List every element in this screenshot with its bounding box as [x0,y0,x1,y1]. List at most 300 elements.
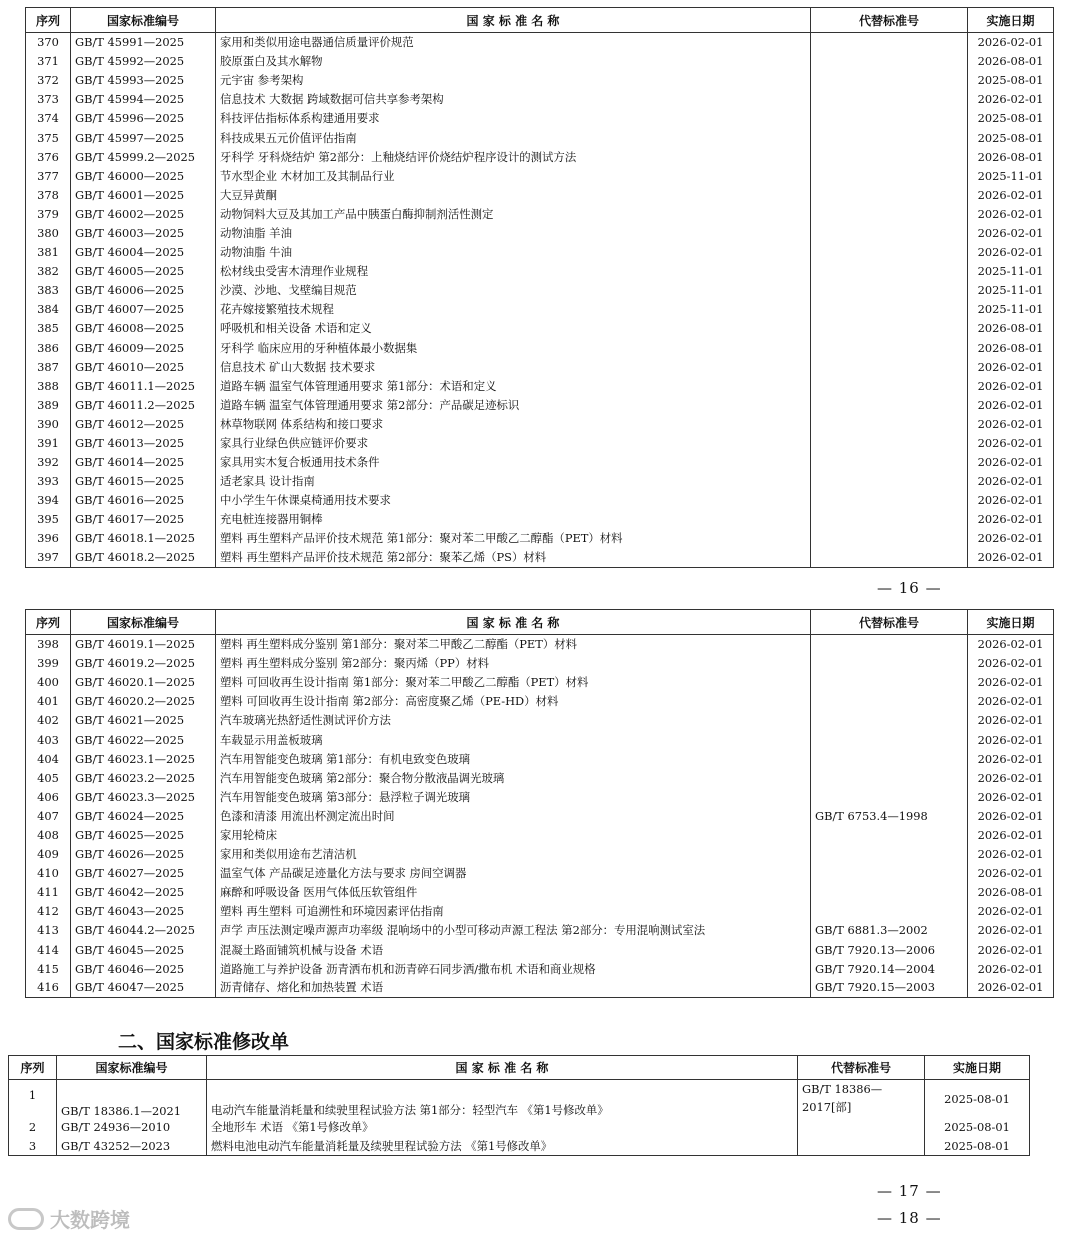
cell-name: 牙科学 临床应用的牙种植体最小数据集 [216,338,811,357]
cell-date: 2025-08-01 [968,109,1054,128]
cell-name: 花卉嫁接繁殖技术规程 [216,300,811,319]
cell-seq: 378 [26,185,71,204]
cell-name: 全地形车 术语 《第1号修改单》 [207,1118,798,1137]
header-name: 国 家 标 准 名 称 [216,610,811,635]
table-row [26,673,1054,692]
cell-replace [811,787,968,806]
cell-replace [811,338,968,357]
cell-code: GB/T 46005—2025 [71,262,216,281]
table-row [26,319,1054,338]
cell-seq: 392 [26,453,71,472]
table-row [26,243,1054,262]
header-date: 实施日期 [925,1056,1030,1080]
page-number-18: — 18 — [877,1209,942,1227]
cell-date: 2026-02-01 [968,978,1054,997]
cell-code: GB/T 46046—2025 [71,959,216,978]
standards-table-page17 [25,609,1054,998]
cell-name: 汽车用智能变色玻璃 第2部分：聚合物分散液晶调光玻璃 [216,768,811,787]
cell-seq: 402 [26,711,71,730]
cell-name: 信息技术 大数据 跨域数据可信共享参考架构 [216,90,811,109]
cell-replace [811,414,968,433]
cell-name: 家用和类似用途布艺清洁机 [216,845,811,864]
header-date: 实施日期 [968,8,1054,33]
header-name: 国 家 标 准 名 称 [216,8,811,33]
cell-replace [811,395,968,414]
cell-replace [811,825,968,844]
cell-name: 塑料 再生塑料成分鉴别 第2部分：聚丙烯（PP）材料 [216,654,811,673]
watermark-text: 大数跨境 [50,1208,130,1232]
cell-name: 车载显示用盖板玻璃 [216,730,811,749]
cell-seq: 384 [26,300,71,319]
cell-replace [811,749,968,768]
cell-date: 2025-11-01 [968,262,1054,281]
cell-replace [811,529,968,548]
cell-code: GB/T 45999.2—2025 [71,147,216,166]
cell-seq: 409 [26,845,71,864]
cell-code: GB/T 46010—2025 [71,357,216,376]
cell-seq: 396 [26,529,71,548]
watermark-logo-icon [8,1208,44,1230]
cell-date: 2026-02-01 [968,940,1054,959]
cell-seq: 413 [26,921,71,940]
cell-replace [811,300,968,319]
cell-date: 2026-02-01 [968,806,1054,825]
cell-seq: 385 [26,319,71,338]
cell-replace [811,281,968,300]
cell-seq: 410 [26,864,71,883]
cell-code: GB/T 46007—2025 [71,300,216,319]
header-replace: 代替标准号 [811,610,968,635]
table-row [9,1080,1030,1118]
table-row [26,52,1054,71]
cell-date: 2026-02-01 [968,921,1054,940]
cell-name: 元宇宙 参考架构 [216,71,811,90]
header-replace: 代替标准号 [811,8,968,33]
table-row [26,768,1054,787]
cell-code: GB/T 45994—2025 [71,90,216,109]
cell-seq: 376 [26,147,71,166]
cell-date: 2026-02-01 [968,414,1054,433]
cell-replace [811,357,968,376]
cell-code: GB/T 46001—2025 [71,185,216,204]
cell-replace [798,1137,925,1156]
table-row [26,730,1054,749]
cell-seq: 375 [26,128,71,147]
cell-seq: 382 [26,262,71,281]
cell-seq: 394 [26,491,71,510]
cell-date: 2026-02-01 [968,33,1054,52]
cell-seq: 391 [26,433,71,452]
table-row [26,902,1054,921]
cell-replace [811,243,968,262]
cell-date: 2025-08-01 [925,1118,1030,1137]
cell-date: 2026-08-01 [968,52,1054,71]
cell-code: GB/T 46006—2025 [71,281,216,300]
cell-date: 2026-02-01 [968,654,1054,673]
cell-name: 汽车玻璃光热舒适性测试评价方法 [216,711,811,730]
cell-replace [811,166,968,185]
header-seq: 序列 [26,8,71,33]
cell-replace [811,711,968,730]
cell-seq: 408 [26,825,71,844]
cell-seq: 1 [9,1080,57,1118]
cell-seq: 388 [26,376,71,395]
cell-code: GB/T 46009—2025 [71,338,216,357]
cell-date: 2026-02-01 [968,90,1054,109]
cell-name: 汽车用智能变色玻璃 第3部分：悬浮粒子调光玻璃 [216,787,811,806]
cell-code: GB/T 46008—2025 [71,319,216,338]
cell-name: 塑料 可回收再生设计指南 第2部分：高密度聚乙烯（PE-HD）材料 [216,692,811,711]
cell-date: 2026-02-01 [968,204,1054,223]
cell-seq: 383 [26,281,71,300]
cell-date: 2025-11-01 [968,166,1054,185]
cell-date: 2026-02-01 [968,357,1054,376]
cell-date: 2026-02-01 [968,825,1054,844]
table-row [26,414,1054,433]
cell-seq: 380 [26,223,71,242]
cell-name: 动物油脂 牛油 [216,243,811,262]
cell-replace [811,33,968,52]
cell-replace [811,262,968,281]
cell-code: GB/T 46012—2025 [71,414,216,433]
table-row [26,529,1054,548]
cell-code: GB/T 46015—2025 [71,472,216,491]
cell-seq: 400 [26,673,71,692]
cell-date: 2026-02-01 [968,730,1054,749]
table-row [26,472,1054,491]
table-row [26,166,1054,185]
cell-code: GB/T 46025—2025 [71,825,216,844]
cell-replace [811,864,968,883]
cell-code: GB/T 46026—2025 [71,845,216,864]
cell-code: GB/T 45996—2025 [71,109,216,128]
cell-code: GB/T 46043—2025 [71,902,216,921]
cell-date: 2026-02-01 [968,395,1054,414]
cell-replace [811,453,968,472]
cell-seq: 379 [26,204,71,223]
cell-date: 2025-08-01 [968,128,1054,147]
cell-date: 2026-02-01 [968,902,1054,921]
cell-replace: GB/T 6753.4—1998 [811,806,968,825]
table-row [26,109,1054,128]
cell-replace [811,52,968,71]
table-row [26,357,1054,376]
cell-date: 2025-08-01 [925,1137,1030,1156]
header-code: 国家标准编号 [71,8,216,33]
cell-name: 沙漠、沙地、戈壁编目规范 [216,281,811,300]
cell-code: GB/T 46042—2025 [71,883,216,902]
cell-date: 2026-08-01 [968,883,1054,902]
cell-date: 2026-02-01 [968,433,1054,452]
cell-replace [811,692,968,711]
cell-replace [811,128,968,147]
cell-code: GB/T 46021—2025 [71,711,216,730]
header-seq: 序列 [9,1056,57,1080]
table-row [26,711,1054,730]
cell-name: 林草物联网 体系结构和接口要求 [216,414,811,433]
table-row [26,300,1054,319]
cell-name: 家用和类似用途电器通信质量评价规范 [216,33,811,52]
cell-code: GB/T 46000—2025 [71,166,216,185]
cell-name: 道路车辆 温室气体管理通用要求 第2部分：产品碳足迹标识 [216,395,811,414]
cell-replace [811,319,968,338]
cell-seq: 403 [26,730,71,749]
cell-date: 2026-02-01 [968,749,1054,768]
cell-code: GB/T 46002—2025 [71,204,216,223]
cell-replace [811,548,968,567]
cell-code: GB/T 46017—2025 [71,510,216,529]
cell-code: GB/T 18386.1—2021 [57,1080,207,1118]
table-row [9,1137,1030,1156]
cell-date: 2026-02-01 [968,711,1054,730]
cell-replace [811,204,968,223]
cell-code: GB/T 46024—2025 [71,806,216,825]
cell-date: 2026-02-01 [968,959,1054,978]
cell-name: 塑料 再生塑料 可追溯性和环境因素评估指南 [216,902,811,921]
cell-name: 科技评估指标体系构建通用要求 [216,109,811,128]
cell-date: 2026-02-01 [968,376,1054,395]
cell-name: 家用轮椅床 [216,825,811,844]
cell-seq: 414 [26,940,71,959]
cell-seq: 371 [26,52,71,71]
cell-date: 2026-02-01 [968,548,1054,567]
table-row [26,90,1054,109]
cell-replace [811,223,968,242]
cell-seq: 412 [26,902,71,921]
cell-seq: 407 [26,806,71,825]
cell-code: GB/T 46023.2—2025 [71,768,216,787]
cell-code: GB/T 46014—2025 [71,453,216,472]
cell-replace [811,109,968,128]
cell-name: 温室气体 产品碳足迹量化方法与要求 房间空调器 [216,864,811,883]
cell-date: 2026-08-01 [968,338,1054,357]
cell-seq: 397 [26,548,71,567]
cell-date: 2026-02-01 [968,635,1054,654]
cell-date: 2025-11-01 [968,300,1054,319]
cell-replace [811,376,968,395]
table-row [26,453,1054,472]
table-row [26,491,1054,510]
cell-replace [811,902,968,921]
table-row [26,71,1054,90]
cell-seq: 395 [26,510,71,529]
cell-name: 麻醉和呼吸设备 医用气体低压软管组件 [216,883,811,902]
cell-replace [811,510,968,529]
cell-name: 塑料 再生塑料产品评价技术规范 第2部分：聚苯乙烯（PS）材料 [216,548,811,567]
cell-name: 道路车辆 温室气体管理通用要求 第1部分：术语和定义 [216,376,811,395]
cell-replace [811,185,968,204]
table-row [26,692,1054,711]
table-row [26,185,1054,204]
cell-date: 2026-02-01 [968,223,1054,242]
header-replace: 代替标准号 [798,1056,925,1080]
cell-date: 2026-02-01 [968,453,1054,472]
table-row [26,128,1054,147]
table-row [26,787,1054,806]
cell-code: GB/T 46023.3—2025 [71,787,216,806]
cell-seq: 377 [26,166,71,185]
cell-seq: 372 [26,71,71,90]
cell-code: GB/T 46019.2—2025 [71,654,216,673]
cell-seq: 401 [26,692,71,711]
cell-name: 声学 声压法测定噪声源声功率级 混响场中的小型可移动声源工程法 第2部分：专用混响测试室法 [216,921,811,940]
cell-code: GB/T 46018.2—2025 [71,548,216,567]
cell-name: 适老家具 设计指南 [216,472,811,491]
cell-replace [811,71,968,90]
cell-code: GB/T 45993—2025 [71,71,216,90]
cell-seq: 387 [26,357,71,376]
table-row [26,978,1054,997]
cell-code: GB/T 46019.1—2025 [71,635,216,654]
cell-date: 2026-02-01 [968,491,1054,510]
table-row [26,33,1054,52]
cell-replace [811,147,968,166]
cell-name: 动物油脂 羊油 [216,223,811,242]
cell-seq: 386 [26,338,71,357]
cell-date: 2026-02-01 [968,864,1054,883]
cell-code: GB/T 24936—2010 [57,1118,207,1137]
cell-date: 2026-02-01 [968,787,1054,806]
cell-code: GB/T 46022—2025 [71,730,216,749]
cell-name: 胶原蛋白及其水解物 [216,52,811,71]
cell-date: 2026-02-01 [968,510,1054,529]
cell-replace [811,654,968,673]
cell-seq: 411 [26,883,71,902]
cell-code: GB/T 45997—2025 [71,128,216,147]
cell-seq: 406 [26,787,71,806]
cell-seq: 415 [26,959,71,978]
cell-seq: 393 [26,472,71,491]
cell-seq: 405 [26,768,71,787]
table-row [26,959,1054,978]
table-row [26,548,1054,567]
table-row [26,864,1054,883]
cell-replace [798,1118,925,1137]
cell-replace: GB/T 18386—2017[部] [798,1080,925,1118]
cell-replace [811,768,968,787]
table-row [26,806,1054,825]
table-row [26,654,1054,673]
cell-name: 道路施工与养护设备 沥青洒布机和沥青碎石同步洒/撒布机 术语和商业规格 [216,959,811,978]
table-row [26,940,1054,959]
table-row [26,204,1054,223]
cell-date: 2026-02-01 [968,768,1054,787]
page-number-16: — 16 — [877,579,942,597]
cell-code: GB/T 46016—2025 [71,491,216,510]
cell-name: 塑料 再生塑料成分鉴别 第1部分：聚对苯二甲酸乙二醇酯（PET）材料 [216,635,811,654]
cell-name: 充电桩连接器用铜棒 [216,510,811,529]
cell-code: GB/T 46027—2025 [71,864,216,883]
table-row [26,635,1054,654]
cell-date: 2026-02-01 [968,529,1054,548]
cell-replace: GB/T 6881.3—2002 [811,921,968,940]
cell-code: GB/T 46011.1—2025 [71,376,216,395]
cell-code: GB/T 46003—2025 [71,223,216,242]
cell-date: 2026-02-01 [968,692,1054,711]
table-row [26,433,1054,452]
table-row [26,395,1054,414]
cell-name: 塑料 再生塑料产品评价技术规范 第1部分：聚对苯二甲酸乙二醇酯（PET）材料 [216,529,811,548]
cell-name: 色漆和清漆 用流出杯测定流出时间 [216,806,811,825]
table-row [26,376,1054,395]
cell-date: 2026-02-01 [968,243,1054,262]
table-row [26,825,1054,844]
cell-seq: 404 [26,749,71,768]
cell-name: 家具行业绿色供应链评价要求 [216,433,811,452]
cell-code: GB/T 46047—2025 [71,978,216,997]
cell-replace: GB/T 7920.14—2004 [811,959,968,978]
cell-name: 科技成果五元价值评估指南 [216,128,811,147]
table-row [9,1118,1030,1137]
cell-code: GB/T 46020.1—2025 [71,673,216,692]
cell-replace: GB/T 7920.15—2003 [811,978,968,997]
table-row [26,845,1054,864]
table-row [26,883,1054,902]
table-row [26,281,1054,300]
cell-name: 松材线虫受害木清理作业规程 [216,262,811,281]
cell-seq: 373 [26,90,71,109]
cell-date: 2026-02-01 [968,673,1054,692]
table-row [26,147,1054,166]
cell-date: 2025-08-01 [968,71,1054,90]
cell-seq: 381 [26,243,71,262]
cell-replace [811,730,968,749]
cell-seq: 2 [9,1118,57,1137]
cell-seq: 389 [26,395,71,414]
cell-code: GB/T 46018.1—2025 [71,529,216,548]
table-row [26,749,1054,768]
cell-code: GB/T 46013—2025 [71,433,216,452]
cell-replace [811,491,968,510]
cell-date: 2025-11-01 [968,281,1054,300]
cell-replace [811,635,968,654]
section-heading: 二、国家标准修改单 [118,1031,290,1053]
cell-date: 2025-08-01 [925,1080,1030,1118]
cell-name: 塑料 可回收再生设计指南 第1部分：聚对苯二甲酸乙二醇酯（PET）材料 [216,673,811,692]
cell-name: 呼吸机和相关设备 术语和定义 [216,319,811,338]
cell-code: GB/T 45992—2025 [71,52,216,71]
cell-date: 2026-08-01 [968,147,1054,166]
cell-date: 2026-02-01 [968,845,1054,864]
cell-name: 动物饲料大豆及其加工产品中胰蛋白酶抑制剂活性测定 [216,204,811,223]
cell-date: 2026-02-01 [968,185,1054,204]
cell-seq: 3 [9,1137,57,1156]
cell-replace [811,472,968,491]
cell-name: 家具用实木复合板通用技术条件 [216,453,811,472]
cell-date: 2026-08-01 [968,319,1054,338]
page-number-17: — 17 — [877,1182,942,1200]
cell-replace [811,90,968,109]
cell-name: 沥青储存、熔化和加热装置 术语 [216,978,811,997]
header-name: 国 家 标 准 名 称 [207,1056,798,1080]
cell-name: 电动汽车能量消耗量和续驶里程试验方法 第1部分：轻型汽车 《第1号修改单》 [207,1080,798,1118]
cell-name: 混凝土路面铺筑机械与设备 术语 [216,940,811,959]
table-row [26,262,1054,281]
amendments-table [8,1055,1030,1156]
header-code: 国家标准编号 [71,610,216,635]
cell-replace [811,673,968,692]
table-row [26,510,1054,529]
cell-name: 节水型企业 木材加工及其制品行业 [216,166,811,185]
cell-code: GB/T 46023.1—2025 [71,749,216,768]
cell-seq: 398 [26,635,71,654]
watermark [8,1204,130,1233]
cell-code: GB/T 46045—2025 [71,940,216,959]
table-row [26,921,1054,940]
cell-name: 中小学生午休课桌椅通用技术要求 [216,491,811,510]
cell-code: GB/T 46020.2—2025 [71,692,216,711]
header-seq: 序列 [26,610,71,635]
